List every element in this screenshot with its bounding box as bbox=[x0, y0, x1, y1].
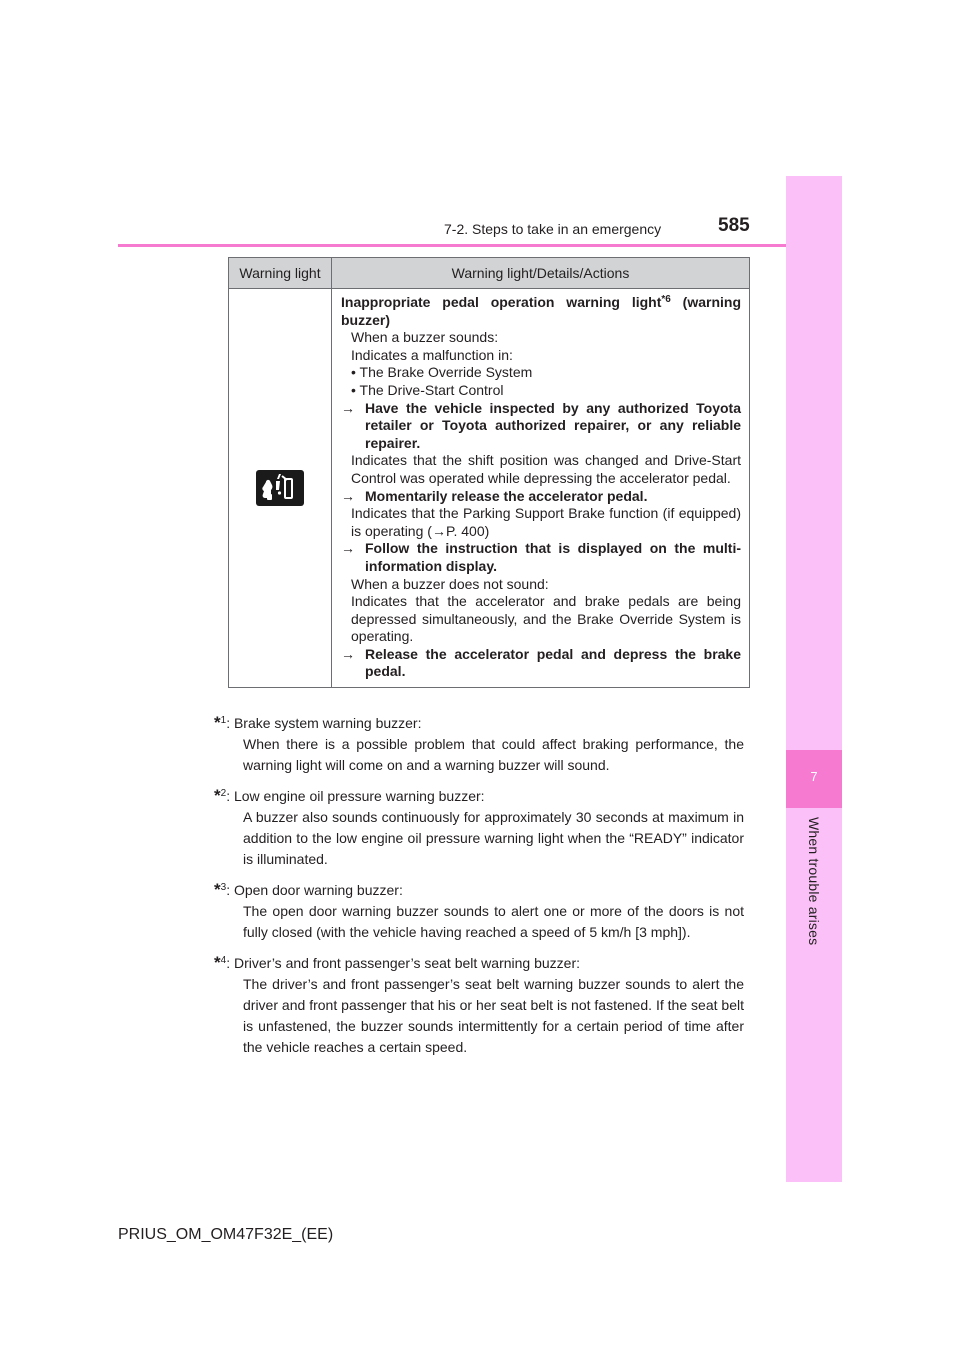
detail-line: Indicates that the Parking Support Brake function (if equipped) is operating (→P. 400) bbox=[351, 505, 741, 539]
arrow-icon: → bbox=[341, 399, 355, 416]
action-line: → Follow the instruction that is displayed on the multi-information display. bbox=[341, 540, 741, 574]
arrow-icon: → bbox=[341, 645, 355, 662]
detail-line: When a buzzer does not sound: bbox=[351, 575, 549, 592]
document-code: PRIUS_OM_OM47F32E_(EE) bbox=[118, 1226, 334, 1243]
footnote-ref: *6 bbox=[661, 294, 671, 305]
arrow-icon: → bbox=[341, 487, 355, 504]
chapter-number: 7 bbox=[810, 769, 818, 784]
action-line: → Momentarily release the accelerator pedal. bbox=[341, 487, 648, 504]
action-line: → Release the accelerator pedal and depress the brake pedal. bbox=[341, 645, 741, 680]
column-header-warning-light: Warning light bbox=[229, 258, 332, 289]
chapter-title: When trouble arises bbox=[806, 817, 822, 946]
table-header-row bbox=[229, 258, 750, 289]
table-row bbox=[229, 289, 750, 688]
action-line: → Have the vehicle inspected by any authorized Toyota retailer or Toyota authorized repairer, or any reliable repairer. bbox=[341, 399, 741, 451]
detail-line: When a buzzer sounds: bbox=[351, 329, 499, 346]
warning-title: Inappropriate pedal operation warning light$^{*6}$ (warning buzzer) bbox=[341, 294, 742, 328]
detail-line: Indicates that the accelerator and brake pedals are being depressed simultaneously, and the Brake Override System is operating. bbox=[351, 593, 741, 645]
icon-cell bbox=[229, 289, 332, 688]
detail-line: Indicates a malfunction in: bbox=[351, 346, 513, 363]
arrow-icon: → bbox=[431, 522, 446, 539]
detail-line: Indicates that the shift position was changed and Drive-Start Control was operated while depressing the accelerator pedal. bbox=[351, 452, 741, 486]
column-header-details: Warning light/Details/Actions bbox=[332, 258, 750, 289]
details-cell bbox=[332, 289, 750, 688]
footnote: *$^2$: Low engine oil pressure warning buzzer: A buzzer also sounds continuously for approximately 30 seconds at maximum in addition to the low engine oil pressure warning light when the “READY” indicator is illuminated. bbox=[214, 786, 744, 867]
arrow-icon: → bbox=[341, 540, 355, 557]
detail-line: • The Brake Override System bbox=[351, 364, 533, 381]
footnote: *$^4$: Driver’s and front passenger’s seat belt warning buzzer: The driver’s and front passenger’s seat belt warning buzzer sounds to alert the driver and front passenger that his or her seat belt is not fastened. If the seat belt is unfastened, the buzzer sounds intermittently for a certain period of time after the vehicle reaches a certain speed. bbox=[214, 953, 744, 1055]
header-rule bbox=[118, 244, 786, 247]
footnote: *$^1$: Brake system warning buzzer: When there is a possible problem that could affect braking performance, the warning light will come on and a warning buzzer will sound. bbox=[214, 713, 744, 773]
footnote: *$^3$: Open door warning buzzer: The open door warning buzzer sounds to alert one or more of the doors is not fully closed (with the vehicle having reached a speed of 5 km/h [3 mph]). bbox=[214, 880, 744, 940]
detail-line: • The Drive-Start Control bbox=[351, 381, 504, 398]
page-number: 585 bbox=[718, 215, 750, 236]
footnotes bbox=[214, 712, 744, 1067]
chapter-tab-band bbox=[786, 176, 842, 1182]
warning-light-table bbox=[228, 257, 750, 688]
pedal-warning-icon bbox=[256, 470, 304, 506]
section-title: 7-2. Steps to take in an emergency bbox=[444, 221, 662, 237]
